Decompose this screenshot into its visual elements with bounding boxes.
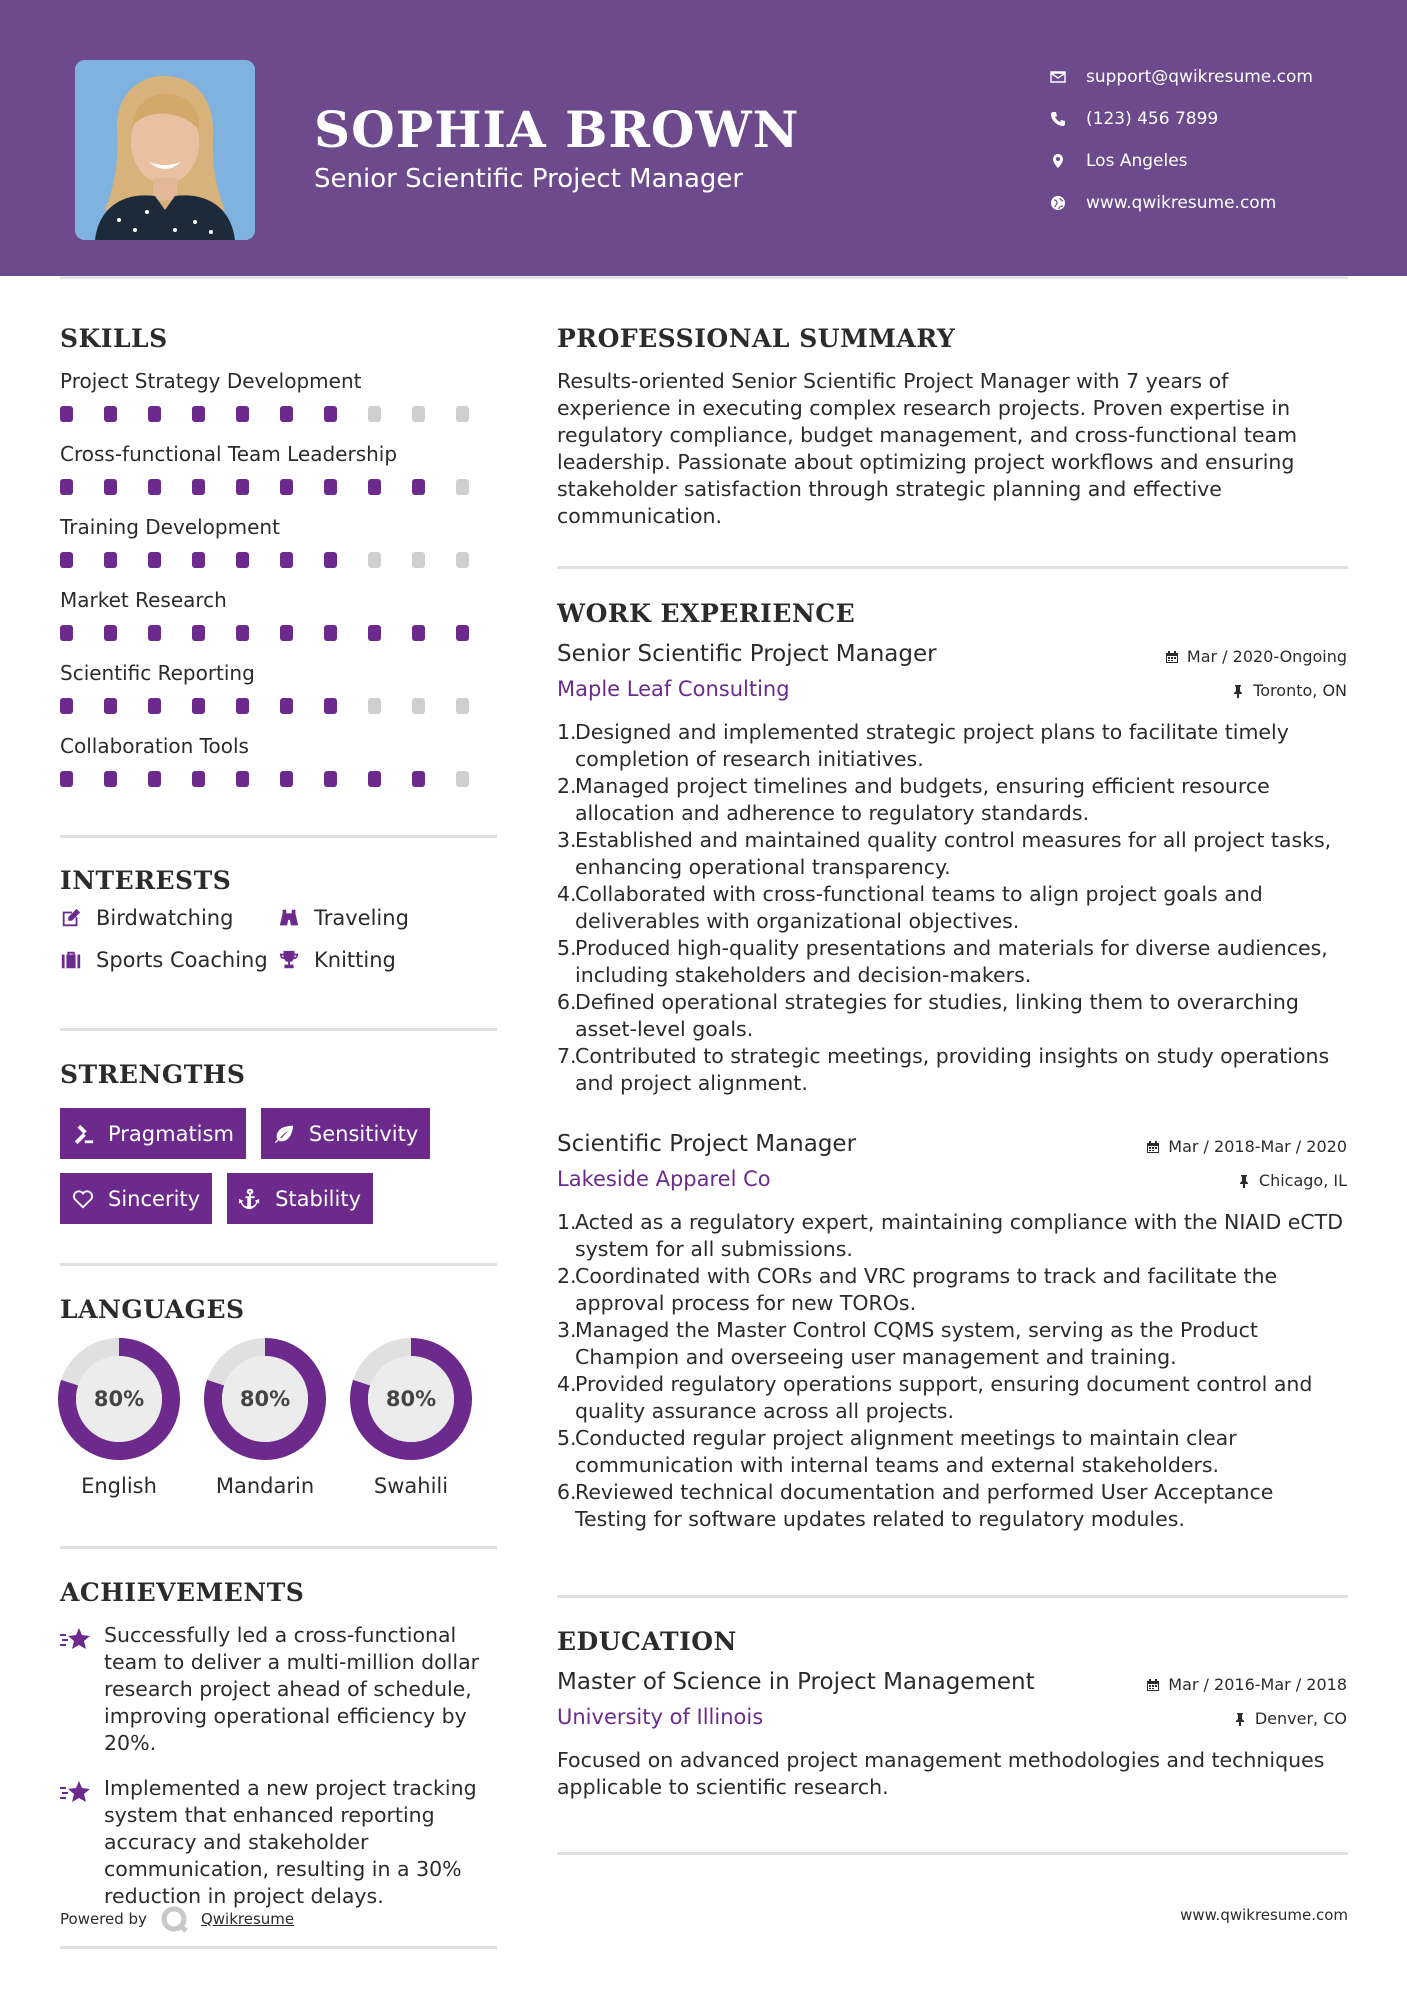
- rating-dot-filled: [192, 552, 205, 568]
- rating-dot-filled: [192, 698, 205, 714]
- strength-label: Sensitivity: [308, 1121, 419, 1146]
- bullet-number: 2.: [557, 774, 577, 798]
- summary-text: Results-oriented Senior Scientific Project Manager with 7 years of experience in executing complex research projects. Proven expertise in regulatory compliance, budget management, and cross-functional team leadership. Passionate about optimizing project workflows and ensuring stakeholder satisfaction through strategic planning and effective communication.: [557, 369, 1298, 528]
- rating-dot-filled: [412, 771, 425, 787]
- interest-label: Sports Coaching: [96, 948, 268, 972]
- skill-name: Scientific Reporting: [60, 661, 255, 685]
- bullet-text: Defined operational strategies for studies, linking them to overarching asset-level goals.: [575, 990, 1299, 1041]
- rating-dot-empty: [456, 552, 469, 568]
- rating-dot-filled: [456, 625, 469, 641]
- bullet-number: 6.: [557, 990, 577, 1014]
- bullet-text: Collaborated with cross-functional teams to align project goals and deliverables with organizational objectives.: [575, 882, 1263, 933]
- rating-dot-filled: [60, 479, 73, 495]
- pencil-square-icon: [60, 907, 82, 929]
- skills-heading: SKILLS: [60, 324, 168, 353]
- candidate-name: SOPHIA BROWN: [314, 100, 800, 159]
- summary-heading: PROFESSIONAL SUMMARY: [557, 324, 956, 353]
- strengths-heading: STRENGTHS: [60, 1060, 246, 1089]
- phone-icon: [1050, 111, 1086, 127]
- skill-name: Market Research: [60, 588, 227, 612]
- qwikresume-logo-icon: [159, 1904, 189, 1934]
- strength-tag: [261, 1108, 430, 1159]
- language-percent: 80%: [93, 1387, 145, 1411]
- rating-dot-filled: [104, 625, 117, 641]
- bullet-number: 4.: [557, 1372, 577, 1396]
- strength-label: Pragmatism: [108, 1121, 234, 1146]
- job-entry: [557, 1131, 1347, 1533]
- job-bullet: [557, 1317, 1347, 1371]
- contact-website-text: www.qwikresume.com: [1086, 193, 1277, 213]
- rating-dot-empty: [456, 406, 469, 422]
- bullet-text: Provided regulatory operations support, ensuring document control and quality assurance across all projects.: [575, 1372, 1313, 1423]
- rating-dot-filled: [148, 625, 161, 641]
- skill-rating: [60, 552, 500, 568]
- job-date: [1165, 647, 1347, 666]
- rating-dot-filled: [236, 552, 249, 568]
- rating-dot-filled: [324, 406, 337, 422]
- bullet-text: Produced high-quality presentations and materials for diverse audiences, including stakeholders and decision-makers.: [575, 936, 1328, 987]
- job-bullet: [557, 773, 1347, 827]
- language-percent: 80%: [239, 1387, 291, 1411]
- experience-heading: WORK EXPERIENCE: [557, 599, 856, 628]
- interest-label: Birdwatching: [96, 906, 234, 930]
- rating-dot-filled: [192, 406, 205, 422]
- skill-item: [60, 441, 500, 514]
- rating-dot-filled: [324, 552, 337, 568]
- strengths-list: [60, 1108, 500, 1238]
- achievements-heading: ACHIEVEMENTS: [60, 1578, 305, 1607]
- pushpin-icon: [1237, 1174, 1251, 1188]
- achievement-text: Implemented a new project tracking system that enhanced reporting accuracy and stakeholder communication, resulting in a 30% reduction in project delays.: [104, 1776, 477, 1908]
- education-date: [1146, 1675, 1347, 1694]
- job-date-text: Mar / 2018-Mar / 2020: [1168, 1137, 1347, 1156]
- achievements-list: [60, 1622, 500, 1928]
- skill-rating: [60, 698, 500, 714]
- skill-name: Collaboration Tools: [60, 734, 249, 758]
- languages-list: [58, 1338, 472, 1498]
- education-description: Focused on advanced project management methodologies and techniques applicable to scientific research.: [557, 1748, 1325, 1799]
- rating-dot-empty: [412, 552, 425, 568]
- section-divider: [60, 1546, 497, 1549]
- language-ring: [350, 1338, 472, 1460]
- achievement-item: [60, 1622, 500, 1757]
- interest-item: [278, 948, 478, 972]
- rating-dot-filled: [280, 406, 293, 422]
- bullet-number: 3.: [557, 828, 577, 852]
- contact-email[interactable]: [1050, 56, 1313, 98]
- bullet-number: 4.: [557, 882, 577, 906]
- powered-by-label: Powered by: [60, 1910, 147, 1928]
- interest-label: Traveling: [314, 906, 409, 930]
- envelope-icon: [1050, 69, 1086, 85]
- calendar-icon: [1146, 1140, 1160, 1154]
- bullet-text: Managed project timelines and budgets, ensuring efficient resource allocation and adherence to regulatory standards.: [575, 774, 1270, 825]
- language-ring: [58, 1338, 180, 1460]
- rating-dot-filled: [236, 479, 249, 495]
- rating-dot-filled: [148, 698, 161, 714]
- job-location-text: Chicago, IL: [1258, 1171, 1347, 1190]
- language-item: [350, 1338, 472, 1498]
- skill-name: Training Development: [60, 515, 280, 539]
- education-entry: [557, 1669, 1347, 1801]
- language-name: Swahili: [373, 1474, 449, 1498]
- rating-dot-filled: [148, 552, 161, 568]
- bullet-number: 1.: [557, 1210, 577, 1234]
- job-bullet: [557, 935, 1347, 989]
- bullet-number: 2.: [557, 1264, 577, 1288]
- skill-item: [60, 660, 500, 733]
- job-location: [1237, 1171, 1347, 1190]
- skill-rating: [60, 625, 500, 641]
- interest-label: Knitting: [314, 948, 396, 972]
- company-name: Lakeside Apparel Co: [557, 1167, 771, 1191]
- rating-dot-filled: [324, 479, 337, 495]
- section-divider: [60, 1946, 497, 1949]
- trophy-icon: [278, 949, 300, 971]
- globe-icon: [1050, 195, 1086, 211]
- bullet-text: Coordinated with CORs and VRC programs to track and facilitate the approval process for new TOROs.: [575, 1264, 1278, 1315]
- section-divider: [557, 1852, 1348, 1855]
- rating-dot-empty: [456, 771, 469, 787]
- skills-list: [60, 368, 500, 806]
- rating-dot-empty: [456, 479, 469, 495]
- strength-tag: [227, 1173, 373, 1224]
- rating-dot-empty: [368, 406, 381, 422]
- rating-dot-filled: [192, 625, 205, 641]
- job-date: [1146, 1137, 1347, 1156]
- job-entry: [557, 641, 1347, 1097]
- calendar-icon: [1146, 1678, 1160, 1692]
- header: [0, 0, 1407, 276]
- skill-item: [60, 514, 500, 587]
- rating-dot-filled: [60, 625, 73, 641]
- rating-dot-filled: [60, 552, 73, 568]
- header-divider: [60, 276, 1348, 279]
- strength-tag: [60, 1108, 246, 1159]
- rating-dot-filled: [280, 552, 293, 568]
- interest-item: [60, 906, 278, 930]
- interests-heading: INTERESTS: [60, 866, 232, 895]
- rating-dot-filled: [104, 698, 117, 714]
- rating-dot-filled: [412, 625, 425, 641]
- rating-dot-filled: [192, 479, 205, 495]
- bullet-text: Acted as a regulatory expert, maintaining compliance with the NIAID eCTD system for all submissions.: [575, 1210, 1343, 1261]
- rating-dot-empty: [456, 698, 469, 714]
- education-location-text: Denver, CO: [1254, 1709, 1347, 1728]
- section-divider: [60, 835, 497, 838]
- contact-location: [1050, 140, 1313, 182]
- skill-name: Project Strategy Development: [60, 369, 362, 393]
- job-bullet: [557, 1479, 1347, 1533]
- rating-dot-filled: [412, 479, 425, 495]
- binoculars-icon: [278, 907, 300, 929]
- rating-dot-filled: [324, 698, 337, 714]
- language-percent: 80%: [385, 1387, 437, 1411]
- strength-tag: [60, 1173, 212, 1224]
- bullet-text: Managed the Master Control CQMS system, serving as the Product Champion and overseeing user management and training.: [575, 1318, 1258, 1369]
- bullet-text: Contributed to strategic meetings, providing insights on study operations and project alignment.: [575, 1044, 1330, 1095]
- job-bullet: [557, 1263, 1347, 1317]
- education-heading: EDUCATION: [557, 1627, 737, 1656]
- language-name: English: [81, 1474, 157, 1498]
- job-date-text: Mar / 2020-Ongoing: [1186, 647, 1347, 666]
- gavel-icon: [72, 1123, 94, 1145]
- rating-dot-empty: [412, 406, 425, 422]
- skill-name: Cross-functional Team Leadership: [60, 442, 398, 466]
- leaf-icon: [273, 1123, 295, 1145]
- qwikresume-link[interactable]: Qwikresume: [200, 1910, 295, 1928]
- candidate-title: Senior Scientific Project Manager: [314, 164, 744, 194]
- location-pin-icon: [1050, 153, 1086, 169]
- skill-rating: [60, 406, 500, 422]
- interest-item: [278, 906, 478, 930]
- job-bullet: [557, 1425, 1347, 1479]
- contact-email-text: support@qwikresume.com: [1086, 67, 1313, 87]
- section-divider: [60, 1263, 497, 1266]
- rating-dot-filled: [368, 771, 381, 787]
- skill-rating: [60, 479, 500, 495]
- rating-dot-filled: [280, 625, 293, 641]
- bullet-number: 1.: [557, 720, 577, 744]
- job-title: Scientific Project Manager: [557, 1131, 857, 1157]
- bullet-text: Reviewed technical documentation and performed User Acceptance Testing for software updates related to regulatory modules.: [575, 1480, 1274, 1531]
- achievement-item: [60, 1775, 500, 1910]
- powered-by: [60, 1904, 294, 1934]
- section-divider: [557, 1595, 1348, 1598]
- profile-photo: [75, 60, 255, 240]
- rating-dot-filled: [368, 625, 381, 641]
- section-divider: [60, 1028, 497, 1031]
- job-location: [1231, 681, 1347, 700]
- achievement-text: Successfully led a cross-functional team to deliver a multi-million dollar research project ahead of schedule, improving operational efficiency by 20%.: [104, 1623, 480, 1755]
- language-item: [58, 1338, 180, 1498]
- language-name: Mandarin: [215, 1474, 315, 1498]
- bullet-number: 5.: [557, 936, 577, 960]
- rating-dot-empty: [368, 552, 381, 568]
- rating-dot-filled: [236, 698, 249, 714]
- job-bullet: [557, 881, 1347, 935]
- rating-dot-filled: [148, 479, 161, 495]
- job-bullets: [557, 719, 1347, 1097]
- bullet-number: 5.: [557, 1426, 577, 1450]
- bullet-text: Designed and implemented strategic project plans to facilitate timely completion of research initiatives.: [575, 720, 1289, 771]
- rating-dot-filled: [280, 698, 293, 714]
- degree-title: Master of Science in Project Management: [557, 1669, 1035, 1695]
- profile-photo-image: [75, 60, 255, 240]
- job-bullet: [557, 719, 1347, 773]
- rating-dot-filled: [148, 771, 161, 787]
- rating-dot-filled: [104, 771, 117, 787]
- skill-rating: [60, 771, 500, 787]
- strength-label: Stability: [275, 1186, 362, 1211]
- anchor-icon: [239, 1188, 261, 1210]
- rating-dot-filled: [192, 771, 205, 787]
- rating-dot-filled: [60, 698, 73, 714]
- skill-item: [60, 587, 500, 660]
- contact-location-text: Los Angeles: [1086, 151, 1188, 171]
- rating-dot-filled: [60, 771, 73, 787]
- company-name: Maple Leaf Consulting: [557, 677, 790, 701]
- calendar-icon: [1165, 650, 1179, 664]
- job-bullet: [557, 827, 1347, 881]
- pushpin-icon: [1231, 684, 1245, 698]
- education-location: [1233, 1709, 1347, 1728]
- bullet-number: 7.: [557, 1044, 577, 1068]
- rating-dot-filled: [236, 625, 249, 641]
- rating-dot-filled: [236, 406, 249, 422]
- job-bullet: [557, 1043, 1347, 1097]
- contact-list: [1050, 56, 1313, 224]
- skill-item: [60, 368, 500, 441]
- contact-website[interactable]: [1050, 182, 1313, 224]
- rating-dot-filled: [104, 479, 117, 495]
- bullet-number: 6.: [557, 1480, 577, 1504]
- bullet-text: Conducted regular project alignment meetings to maintain clear communication with internal teams and external stakeholders.: [575, 1426, 1237, 1477]
- rating-dot-filled: [148, 406, 161, 422]
- rating-dot-filled: [280, 479, 293, 495]
- pushpin-icon: [1233, 1712, 1247, 1726]
- rating-dot-empty: [368, 698, 381, 714]
- section-divider: [557, 566, 1348, 569]
- school-name: University of Illinois: [557, 1705, 764, 1729]
- rating-dot-filled: [60, 406, 73, 422]
- bullet-text: Established and maintained quality control measures for all project tasks, enhancing operational transparency.: [575, 828, 1332, 879]
- footer-website[interactable]: www.qwikresume.com: [1180, 1906, 1348, 1924]
- job-bullet: [557, 1209, 1347, 1263]
- contact-phone[interactable]: [1050, 98, 1313, 140]
- heart-icon: [72, 1188, 94, 1210]
- rating-dot-filled: [324, 625, 337, 641]
- skill-item: [60, 733, 500, 806]
- job-bullet: [557, 989, 1347, 1043]
- languages-heading: LANGUAGES: [60, 1295, 245, 1324]
- interest-item: [60, 948, 278, 972]
- contact-phone-text: (123) 456 7899: [1086, 109, 1219, 129]
- rating-dot-filled: [324, 771, 337, 787]
- job-location-text: Toronto, ON: [1253, 681, 1347, 700]
- bullet-number: 3.: [557, 1318, 577, 1342]
- language-ring: [204, 1338, 326, 1460]
- education-date-text: Mar / 2016-Mar / 2018: [1168, 1675, 1347, 1694]
- interests-list: [60, 906, 500, 972]
- language-item: [204, 1338, 326, 1498]
- briefcase-icon: [60, 949, 82, 971]
- star-icon: [60, 1779, 92, 1807]
- job-title: Senior Scientific Project Manager: [557, 641, 937, 667]
- star-icon: [60, 1626, 92, 1654]
- rating-dot-filled: [104, 406, 117, 422]
- strength-label: Sincerity: [108, 1186, 201, 1211]
- rating-dot-empty: [412, 698, 425, 714]
- job-bullet: [557, 1371, 1347, 1425]
- rating-dot-filled: [236, 771, 249, 787]
- rating-dot-filled: [104, 552, 117, 568]
- job-bullets: [557, 1209, 1347, 1533]
- rating-dot-filled: [368, 479, 381, 495]
- rating-dot-filled: [280, 771, 293, 787]
